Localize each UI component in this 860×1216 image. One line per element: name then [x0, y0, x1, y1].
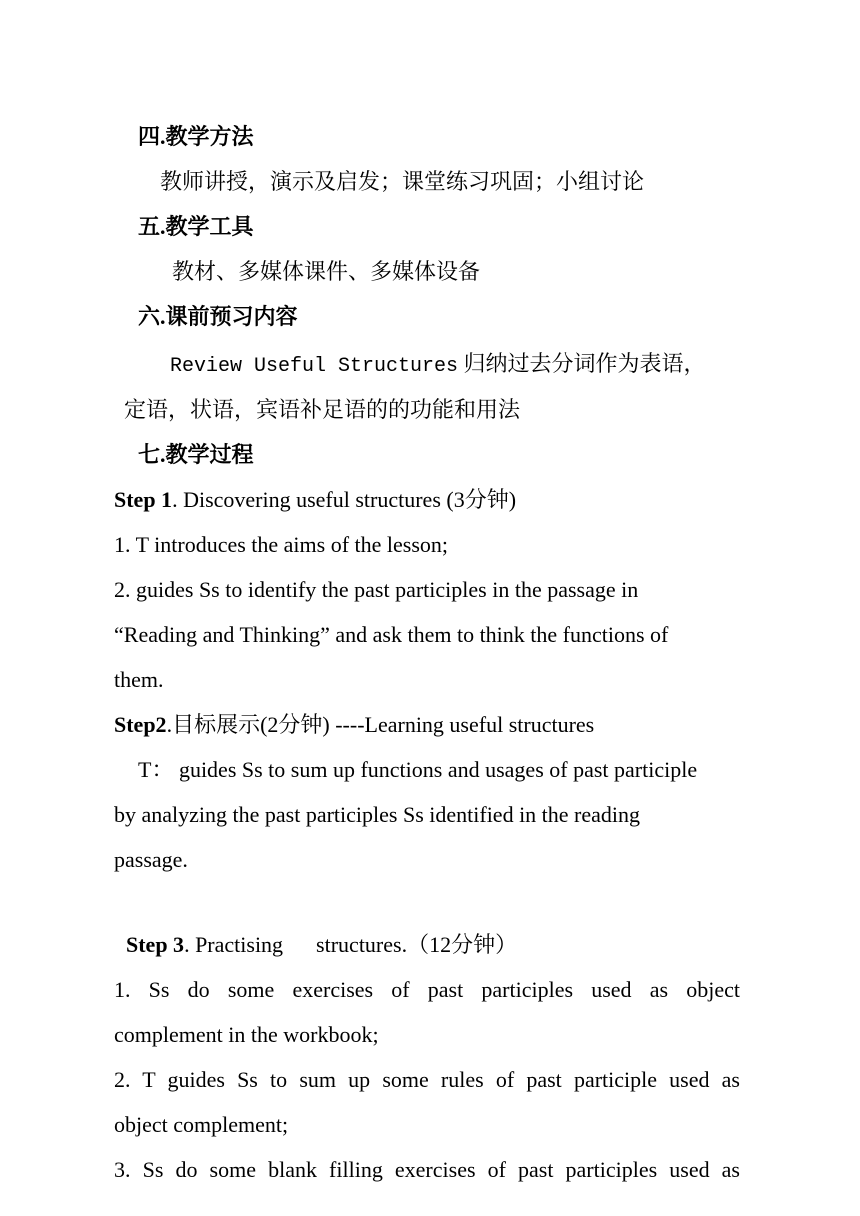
step-1-label: Step 1 — [114, 487, 173, 512]
step-3-item-1-line-2: complement in the workbook; — [114, 1022, 379, 1047]
step-2-label: Step2 — [114, 712, 167, 737]
step-1-heading — [114, 486, 516, 514]
section-4-content: 教师讲授，演示及启发；课堂练习巩固；小组讨论 — [160, 169, 645, 194]
step-3-label: Step 3 — [126, 932, 185, 957]
section-6-english-text: Review Useful Structures — [170, 355, 459, 378]
section-6-chinese-text: 归纳过去分词作为表语， — [463, 351, 706, 376]
step-2-line-1: T： guides Ss to sum up functions and usages of past participle — [138, 757, 698, 782]
section-7-heading: 七.教学过程 — [138, 442, 254, 467]
step-1-item-2-line-2: “Reading and Thinking” and ask them to think the functions of — [114, 622, 669, 647]
step-3-title: . Practising structures.（12分钟） — [184, 932, 518, 957]
step-2-heading — [114, 711, 594, 739]
section-6-content-line-1 — [170, 350, 706, 381]
step-2-line-3: passage. — [114, 847, 188, 872]
section-5-heading: 五.教学工具 — [138, 214, 254, 239]
section-6-heading: 六.课前预习内容 — [138, 304, 298, 329]
step-3-item-1-line-1: 1. Ss do some exercises of past participles used as object — [114, 977, 740, 1002]
step-1-item-2-line-1: 2. guides Ss to identify the past participles in the passage in — [114, 577, 639, 602]
step-2-line-2: by analyzing the past participles Ss identified in the reading — [114, 802, 641, 827]
step-1-title: . Discovering useful structures (3分钟) — [172, 487, 517, 512]
step-3-item-2-line-1: 2. T guides Ss to sum up some rules of past participle used as — [114, 1067, 740, 1092]
step-3-item-3-line-1: 3. Ss do some blank filling exercises of past participles used as — [114, 1157, 740, 1182]
step-2-title: .目标展示(2分钟) ----Learning useful structures — [166, 712, 595, 737]
step-1-item-2-line-3: them. — [114, 667, 164, 692]
section-4-heading: 四.教学方法 — [138, 124, 254, 149]
section-5-content: 教材、多媒体课件、多媒体设备 — [172, 259, 481, 284]
step-3-heading — [126, 931, 517, 959]
step-3-item-2-line-2: object complement; — [114, 1112, 289, 1137]
step-1-item-1: 1. T introduces the aims of the lesson; — [114, 532, 449, 557]
section-6-content-line-2: 定语，状语，宾语补足语的的功能和用法 — [124, 397, 521, 422]
